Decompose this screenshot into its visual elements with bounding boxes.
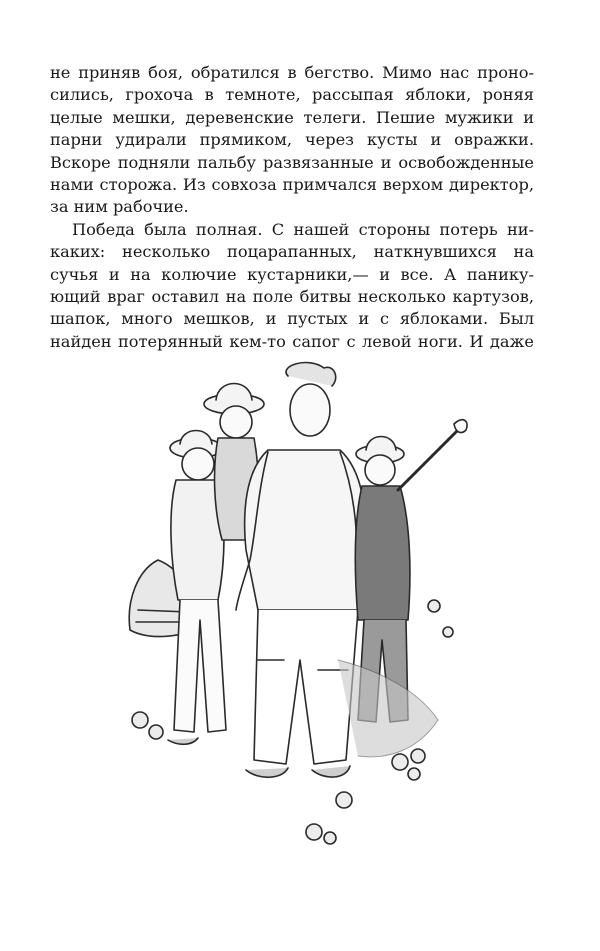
text-line: каких: несколько поцарапанных, наткнувшихся на [50,242,534,262]
text-line: найден потерянный кем-то сапог с левой ноги. И даже [50,331,534,351]
illustration-svg [118,360,488,850]
text-line: ющий враг оставил на поле битвы несколько картузов, [50,286,534,306]
text-line: сучья и на колючие кустарники,— и все. А панику- [50,264,534,284]
text-line: Вскоре подняли пальбу развязанные и освобожденные [50,152,534,172]
text-line: парни удирали прямиком, через кусты и овражки. [50,130,534,150]
text-line: шапок, много мешков, и пустых и с яблоками. Был [50,309,534,329]
text-line: нами сторожа. Из совхоза примчался верхом директор, [50,174,534,194]
text-line: сились, грохоча в темноте, рассыпая яблоки, роняя [50,85,534,105]
group-of-boys-with-man-illustration-icon [118,360,488,850]
text-line: целые мешки, деревенские телеги. Пешие мужики и [50,107,534,127]
text-line: за ним рабочие. [50,197,189,217]
body-text [50,62,534,353]
text-line: Победа была полная. С нашей стороны потерь ни- [72,219,534,239]
text-line: не приняв боя, обратился в бегство. Мимо нас проно- [50,63,534,82]
